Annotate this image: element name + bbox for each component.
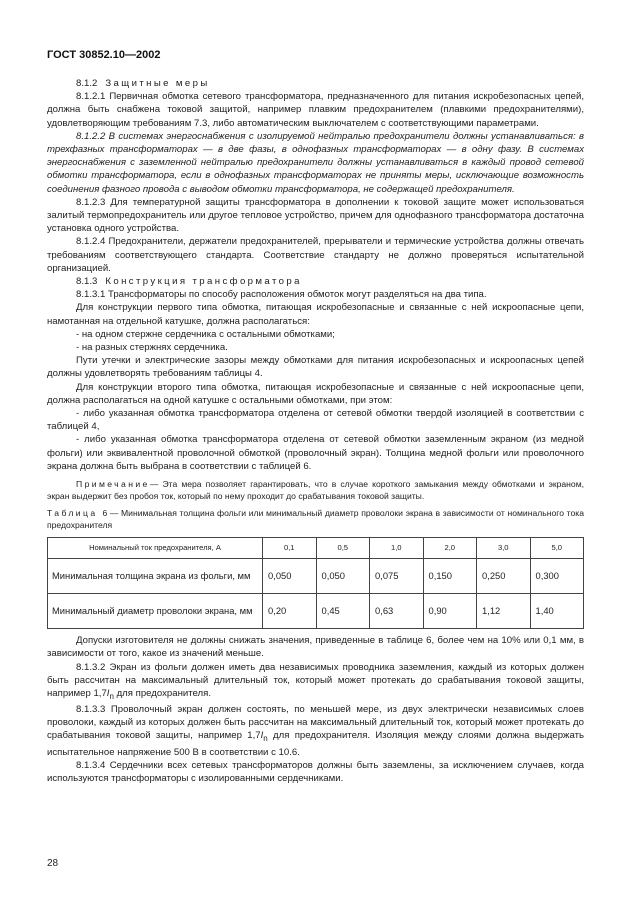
table-cell: 0,20 — [263, 594, 317, 629]
table-cell: 0,075 — [370, 559, 424, 594]
table-caption — [47, 507, 584, 531]
table-header-cell: 1,0 — [370, 538, 424, 559]
section-title: Конструкция трансформатора — [105, 276, 302, 288]
table-cell: 1,12 — [477, 594, 531, 629]
paragraph-text: 8.1.3.3 Проволочный экран должен состоять, по меньшей мере, из двух электрически независимых слоев проволоки, каждый из которых должен быть рассчитан на максимальный длительный ток, который может протекать до срабатывания токовой защиты, например 1,7 — [47, 704, 584, 742]
current-symbol: I — [260, 730, 264, 742]
table-row — [48, 559, 584, 594]
paragraph-text: для предохранителя. — [113, 687, 212, 699]
paragraph-8-1-3-1: 8.1.3.1 Трансформаторы по способу расположения обмоток могут разделяться на два типа. — [76, 289, 487, 301]
paragraph-tolerance: Допуски изготовителя не должны снижать значения, приведенные в таблице 6, более чем на 10% или 0,1 мм, в зависимости от того, какое из значений меньше. — [47, 635, 584, 660]
table-cell: 0,45 — [316, 594, 370, 629]
page-number: 28 — [47, 858, 59, 869]
list-item: - на разных стержнях сердечника. — [76, 342, 228, 354]
table-header-cell: 0,1 — [263, 538, 317, 559]
paragraph-8-1-2-3: 8.1.2.3 Для температурной защиты трансформатора в дополнении к токовой защите может использоваться залитый термопредохранитель или другое тепловое устройство, причем для однофазного трансформатора достаточна установка одного устройства. — [47, 196, 584, 235]
list-item: - на одном стержне сердечника с остальными обмотками; — [76, 328, 335, 340]
section-8-1-2-title — [47, 77, 584, 90]
table-header-cell: 3,0 — [477, 538, 531, 559]
table-header-cell: 5,0 — [530, 538, 584, 559]
table-cell: 0,150 — [423, 559, 477, 594]
table-6 — [47, 537, 584, 629]
current-subscript: n — [263, 734, 268, 744]
current-symbol: I — [106, 687, 110, 699]
table-row-label: Минимальный диаметр проволоки экрана, мм — [48, 594, 263, 629]
list-item: - либо указанная обмотка трансформатора отделена от сетевой обмотки твердой изоляцией в соответствии с таблицей 4, — [47, 408, 584, 433]
note — [47, 478, 584, 502]
paragraph-type2: Для конструкции второго типа обмотка, питающая искробезопасные и связанные с ней искроопасные цепи, должна располагаться на одной катушке с остальными обмотками, при этом: — [47, 381, 584, 406]
document-body — [47, 77, 584, 785]
section-title: Защитные меры — [105, 78, 210, 89]
section-8-1-3-title — [47, 275, 584, 288]
table-row — [48, 594, 584, 629]
table-row-label: Минимальная толщина экрана из фольги, мм — [48, 559, 263, 594]
table-label: Таблица 6 — [47, 508, 110, 519]
list-item: - либо указанная обмотка трансформатора отделена от сетевой обмотки заземленным экраном (из медной фольги) или эквивалентной проволочной обмоткой (проволочный экран). Толщина медной фольги или проволочного экрана должна быть выбрана в соответствии с таблицей 6. — [47, 434, 584, 472]
paragraph-8-1-2-4: 8.1.2.4 Предохранители, держатели предохранителей, прерыватели и термические устройства должны отвечать требованиям соответствующего стандарта. Соответствие стандарту не должно проверяться испытательной организацией. — [47, 236, 584, 274]
table-cell: 0,050 — [263, 559, 317, 594]
table-header-cell: Номинальный ток предохранителя, А — [48, 538, 263, 559]
paragraph-text: 8.1.3.2 Экран из фольги должен иметь два независимых проводника заземления, каждый из которых должен быть рассчитан на максимальный длительный ток, который может протекать до срабатывания токовой защиты, например 1,7 — [47, 661, 584, 699]
table-cell: 0,300 — [530, 559, 584, 594]
table-caption-text: — Минимальная толщина фольги или минимальный диаметр проволоки экрана в зависимости от номинального тока предохранителя — [47, 508, 584, 531]
table-header-cell: 2,0 — [423, 538, 477, 559]
table-cell: 0,050 — [316, 559, 370, 594]
section-number: 8.1.2 — [76, 78, 98, 89]
paragraph-8-1-3-4: 8.1.3.4 Сердечники всех сетевых трансформаторов должны быть заземлены, за исключением случаев, когда используются трансформаторы с изолированными сердечниками. — [47, 759, 584, 784]
table-cell: 0,250 — [477, 559, 531, 594]
paragraph-leakage: Пути утечки и электрические зазоры между обмотками для питания искробезопасных и искроопасных цепей должны удовлетворять требованиям таблицы 4. — [47, 355, 584, 380]
note-label: Примечание — [76, 479, 150, 490]
table-header-cell: 0,5 — [316, 538, 370, 559]
paragraph-8-1-3-2 — [47, 661, 584, 704]
note-text: — Эта мера позволяет гарантировать, что в случае короткого замыкания между обмотками и экраном, экран выдержит без пробоя ток, который по нему проходит до срабатывания токовой защиты. — [47, 479, 584, 502]
paragraph-8-1-3-3 — [47, 703, 584, 759]
table-cell: 0,63 — [370, 594, 424, 629]
current-subscript: n — [109, 691, 114, 701]
section-number: 8.1.3 — [76, 276, 98, 288]
paragraph-type1: Для конструкции первого типа обмотка, питающая искробезопасные и связанные с ней искроопасные цепи, намотанная на отдельной катушке, должна располагаться: — [47, 302, 584, 327]
table-cell: 1,40 — [530, 594, 584, 629]
paragraph-8-1-2-2: 8.1.2.2 В системах энергоснабжения с изолируемой нейтралью предохранители должны устанавливаться: в трехфазных трансформаторах — в две фазы, в однофазных трансформаторах — в одну фазу. В системах энергоснабжения с заземленной нейтралью предохранители должны устанавливаться в каждый провод сетевой обмотки трансформатора, если в однофазных трансформаторах не приняты меры, исключающие возможность соединения фазного провода с выводом обмотки трансформатора, не содержащей предохранителя. — [47, 130, 584, 195]
paragraph-8-1-2-1: 8.1.2.1 Первичная обмотка сетевого трансформатора, предназначенного для питания искробезопасных цепей, должна быть снабжена токовой защитой, например плавким предохранителем (плавкими предохранителями), удовлетворяющим требованиям 7.3, либо автоматическим выключателем с соответствующими параметрами. — [47, 91, 584, 129]
document-header: ГОСТ 30852.10—2002 — [47, 49, 161, 61]
table-header-row — [48, 538, 584, 559]
table-cell: 0,90 — [423, 594, 477, 629]
paragraph-text: для предохранителя. Изоляция между слоями должна выдержать испытательное напряжение 500 В в соответствии с 10.6. — [47, 730, 584, 758]
